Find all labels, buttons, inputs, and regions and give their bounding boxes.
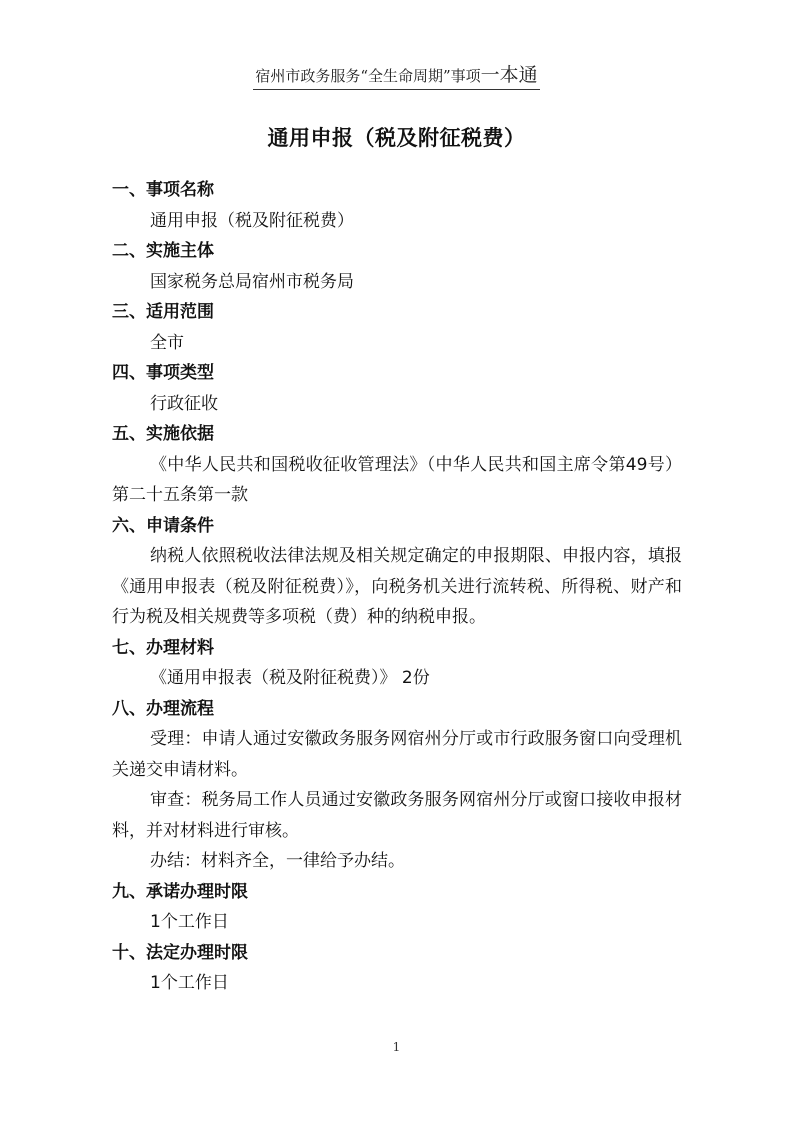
section-heading: 四、事项类型 <box>112 363 214 383</box>
section-item-type <box>112 358 682 419</box>
section-paragraph: 纳税人依照税收法律法规及相关规定确定的申报期限、申报内容，填报《通用申报表（税及附征税费）》，向税务机关进行流转税、所得税、财产和行为税及相关规费等多项税（费）种的纳税申报。 <box>112 546 682 627</box>
section-heading: 一、事项名称 <box>112 180 214 200</box>
section-heading: 九、承诺办理时限 <box>112 881 248 902</box>
section-heading: 八、办理流程 <box>112 698 214 719</box>
section-legal-basis <box>112 419 682 511</box>
section-heading: 十、法定办理时限 <box>112 942 248 963</box>
section-paragraph: 通用申报（税及附征税费） <box>150 210 354 231</box>
section-paragraph: 1个工作日 <box>150 912 229 932</box>
document-title: 通用申报（税及附征税费） <box>267 126 526 150</box>
header-text-main: 宿州市政务服务“全生命周期”事项 <box>255 67 481 85</box>
header-text <box>253 60 539 90</box>
section-paragraph: 审查：税务局工作人员通过安徽政务服务网宿州分厅或窗口接收申报材料，并对材料进行审核。 <box>112 790 682 841</box>
section-paragraph: 国家税务总局宿州市税务局 <box>150 271 354 292</box>
section-paragraph: 办结：材料齐全，一律给予办结。 <box>150 851 405 871</box>
section-legal-time <box>112 938 682 999</box>
section-paragraph: 《通用申报表（税及附征税费）》 2份 <box>150 668 430 688</box>
section-materials <box>112 633 682 694</box>
section-paragraph: 全市 <box>150 332 184 353</box>
section-paragraph: 《中华人民共和国税收征收管理法》（中华人民共和国主席令第49号）第二十五条第一款 <box>112 454 682 505</box>
section-implementing-body <box>112 236 682 297</box>
section-paragraph: 受理：申请人通过安徽政务服务网宿州分厅或市行政服务窗口向受理机关递交申请材料。 <box>112 729 682 780</box>
section-heading: 二、实施主体 <box>112 241 214 261</box>
section-promised-time <box>112 877 682 938</box>
section-heading: 三、适用范围 <box>112 302 214 322</box>
section-heading: 六、申请条件 <box>112 515 214 536</box>
page-number: 1 <box>392 1040 401 1054</box>
section-item-name <box>112 175 682 236</box>
section-paragraph: 1个工作日 <box>150 973 229 993</box>
section-heading: 五、实施依据 <box>112 424 214 444</box>
section-conditions <box>112 511 682 633</box>
page-header <box>0 60 793 90</box>
document-body <box>112 175 682 999</box>
section-paragraph: 行政征收 <box>150 393 218 414</box>
section-scope <box>112 297 682 358</box>
section-heading: 七、办理材料 <box>112 637 214 658</box>
section-process <box>112 694 682 877</box>
header-text-emphasis: 一本通 <box>480 64 538 86</box>
